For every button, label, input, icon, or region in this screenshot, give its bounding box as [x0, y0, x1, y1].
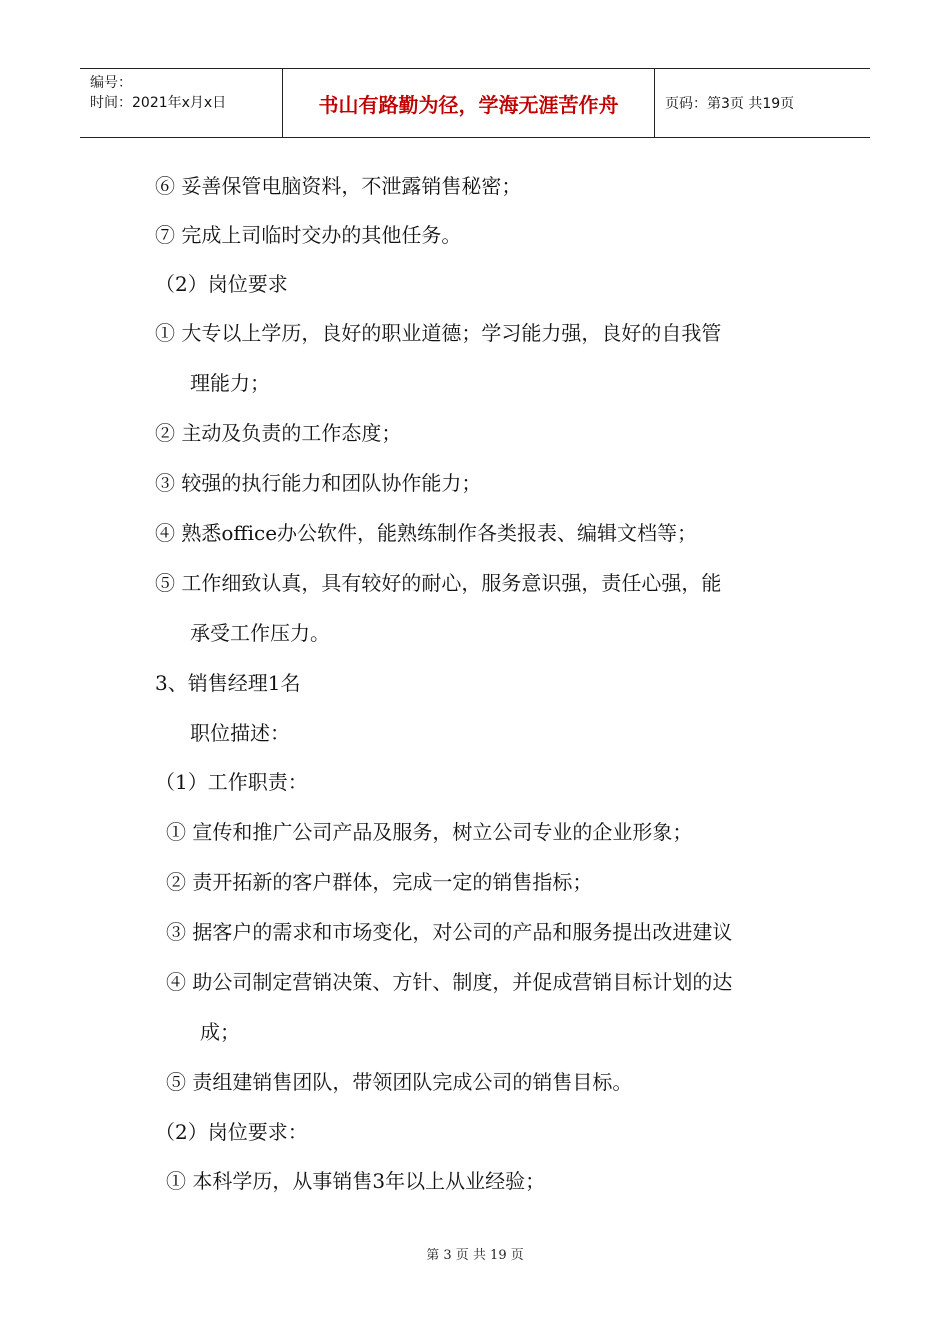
body-line-continuation: 承受工作压力。 [190, 621, 330, 645]
subsection-label: 职位描述： [190, 721, 290, 745]
body-line: ① 宣传和推广公司产品及服务，树立公司专业的企业形象； [166, 820, 693, 844]
body-line: ⑥ 妥善保管电脑资料，不泄露销售秘密； [155, 174, 522, 198]
header-page-number: 页码：第3页 共19页 [665, 96, 795, 112]
body-line: ① 大专以上学历，良好的职业道德；学习能力强，良好的自我管 [155, 321, 722, 345]
section-heading: （2）岗位要求 [155, 272, 288, 296]
document-time-label: 时间：2021年x月x日 [90, 95, 227, 111]
header-motto: 书山有路勤为径，学海无涯苦作舟 [283, 69, 655, 137]
body-line: ⑤ 工作细致认真，具有较好的耐心，服务意识强，责任心强，能 [155, 571, 722, 595]
body-line: ④ 助公司制定营销决策、方针、制度，并促成营销目标计划的达 [166, 970, 733, 994]
body-line-continuation: 理能力； [190, 371, 270, 395]
body-line: ⑦ 完成上司临时交办的其他任务。 [155, 223, 462, 247]
body-line: ① 本科学历，从事销售3年以上从业经验； [166, 1169, 546, 1193]
page-footer: 第 3 页 共 19 页 [426, 1248, 524, 1263]
body-line: ⑤ 责组建销售团队，带领团队完成公司的销售目标。 [166, 1070, 633, 1094]
body-line: ④ 熟悉office办公软件，能熟练制作各类报表、编辑文档等； [155, 521, 698, 545]
body-line: ③ 较强的执行能力和团队协作能力； [155, 471, 482, 495]
header-info-cell [80, 69, 283, 137]
section-heading: （2）岗位要求： [155, 1120, 308, 1144]
document-number-label: 编号： [90, 75, 132, 91]
body-line: ② 责开拓新的客户群体，完成一定的销售指标； [166, 870, 593, 894]
body-line: ② 主动及负责的工作态度； [155, 421, 402, 445]
body-line: ③ 据客户的需求和市场变化，对公司的产品和服务提出改进建议 [166, 920, 733, 944]
section-heading: （1）工作职责： [155, 770, 308, 794]
body-line-continuation: 成； [200, 1020, 240, 1044]
section-heading: 3、销售经理1名 [155, 671, 301, 695]
page-header [80, 68, 870, 138]
